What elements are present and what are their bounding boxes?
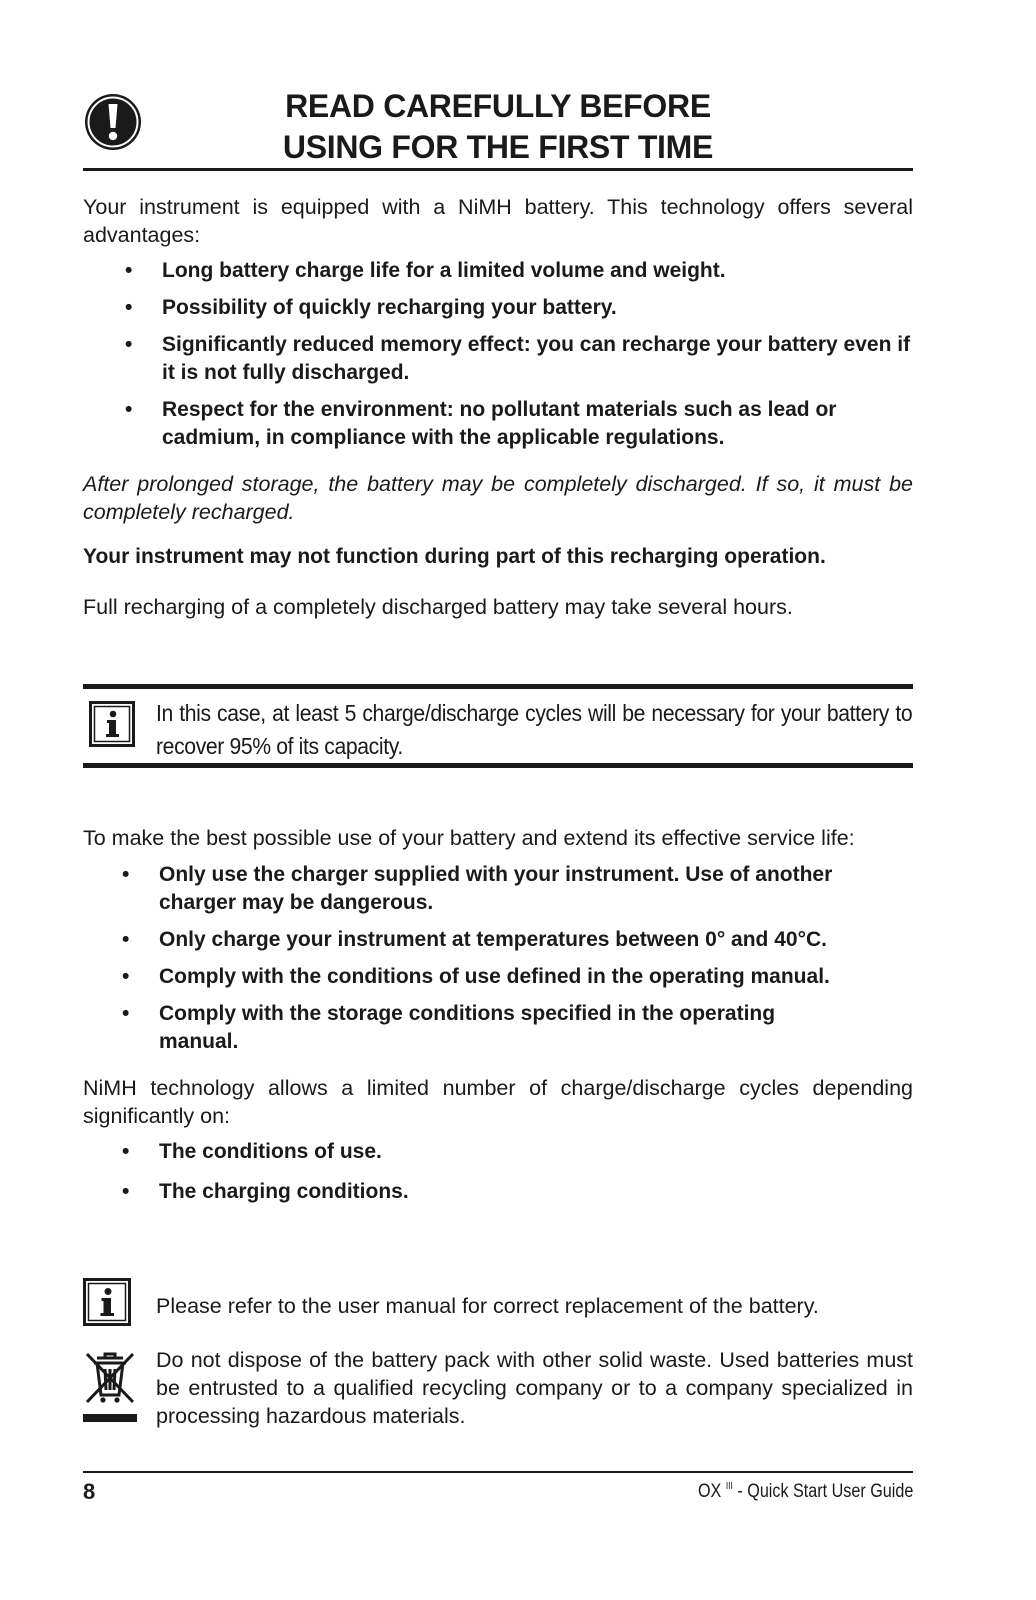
footer-guide-title: OX $^{III}$ - Quick Start User Guide <box>697 1481 913 1502</box>
disposal-note: Do not dispose of the battery pack with other solid waste. Used batteries must be entrusted to a qualified recycling company or to a company specialized in processing hazardous materials. <box>156 1348 913 1428</box>
exclamation-circle-icon <box>83 92 143 152</box>
list-item: • The conditions of use. <box>83 1138 913 1178</box>
function-warning: Your instrument may not function during part of this recharging operation. <box>83 545 826 568</box>
intro-paragraph: Your instrument is equipped with a NiMH battery. This technology offers several advantages: <box>83 195 913 247</box>
best-use-paragraph: To make the best possible use of your battery and extend its effective service life: <box>83 826 855 850</box>
list-item: • Long battery charge life for a limited volume and weight. <box>83 257 913 294</box>
bullet-dot: • <box>125 259 133 282</box>
page-footer <box>83 1471 913 1509</box>
bullet-dot: • <box>125 398 133 421</box>
list-item: • Only use the charger supplied with your instrument. Use of another charger may be dangerous. <box>122 863 833 914</box>
title-line-1: READ CAREFULLY BEFORE <box>285 88 711 124</box>
list-item: • Only charge your instrument at temperatures between 0° and 40°C. <box>83 926 913 963</box>
bullet-dot: • <box>122 1002 130 1025</box>
cycles-paragraph: NiMH technology allows a limited number of charge/discharge cycles depending significantly on: <box>83 1076 913 1128</box>
bullet-dot: • <box>122 1140 130 1163</box>
bullet-dot: • <box>125 296 133 319</box>
info-icon <box>83 1278 131 1326</box>
bullet-dot: • <box>122 928 130 951</box>
bullet-dot: • <box>125 333 133 356</box>
bullet-dot: • <box>122 1180 130 1203</box>
storage-note: After prolonged storage, the battery may be completely discharged. If so, it must be completely recharged. <box>83 472 913 524</box>
list-item: • Comply with the conditions of use defined in the operating manual. <box>83 963 913 1000</box>
best-use-list <box>83 861 913 1065</box>
info-box-text: In this case, at least 5 charge/discharge cycles will be necessary for your battery to recover 95% of its capacity. <box>156 700 913 759</box>
page-number: 8 <box>83 1479 96 1504</box>
document-page <box>83 0 913 1600</box>
title-line-2: USING FOR THE FIRST TIME <box>282 129 714 165</box>
list-item: • Possibility of quickly recharging your battery. <box>83 294 913 331</box>
cycles-list <box>83 1138 913 1215</box>
page-title <box>193 86 803 168</box>
replacement-note: Please refer to the user manual for correct replacement of the battery. <box>156 1294 819 1318</box>
list-item: • The charging conditions. <box>83 1178 913 1215</box>
list-item: • Comply with the storage conditions specified in the operating manual. <box>122 1002 776 1053</box>
page-header <box>83 84 913 171</box>
bullet-dot: • <box>122 863 130 886</box>
info-box <box>83 684 913 768</box>
recharge-time-note: Full recharging of a completely discharged battery may take several hours. <box>83 595 793 619</box>
info-icon <box>89 701 135 747</box>
crossed-bin-icon <box>83 1350 137 1424</box>
bullet-dot: • <box>122 965 130 988</box>
list-item: • Respect for the environment: no pollutant materials such as lead or cadmium, in compliance with the applicable regulations. <box>125 398 837 449</box>
list-item: • Significantly reduced memory effect: you can recharge your battery even if it is not fully discharged. <box>125 333 911 384</box>
advantages-list <box>83 257 913 461</box>
